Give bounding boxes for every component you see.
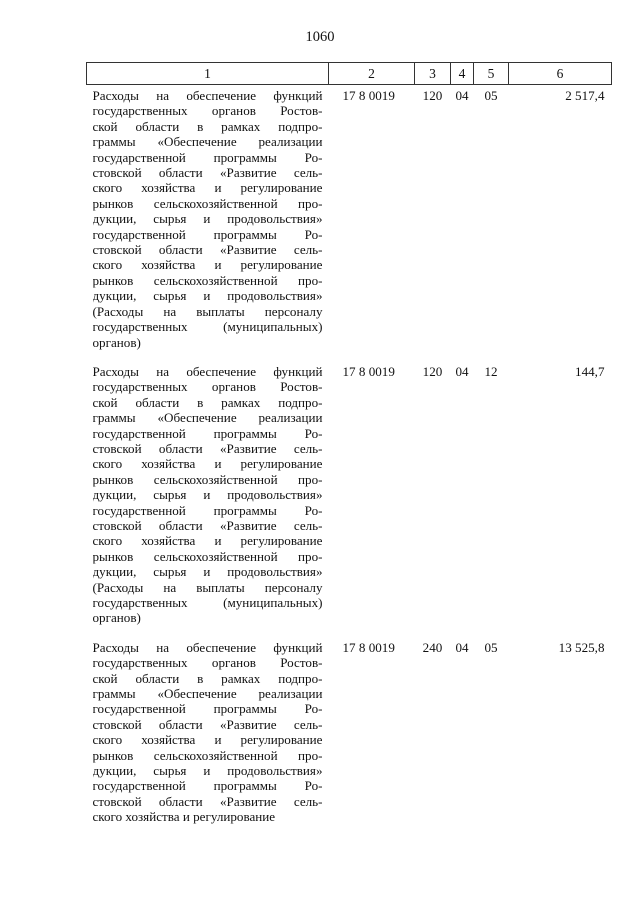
- description-line: дукции, сырья и продовольствия»: [92, 487, 323, 503]
- description-line: ской области в рамках подпро-: [92, 118, 323, 134]
- description-line: государственных органов Ростов-: [92, 103, 323, 119]
- description-line: (Расходы на выплаты персоналу: [92, 579, 323, 595]
- table-header: [87, 63, 612, 85]
- description-line: государственной программы Ро-: [92, 701, 323, 717]
- description-line: рынков сельскохозяйственной про-: [92, 471, 323, 487]
- description-line: дукции, сырья и продовольствия»: [92, 211, 323, 227]
- description-line: ского хозяйства и регулирование: [92, 180, 323, 196]
- description-line: ской области в рамках подпро-: [92, 670, 323, 686]
- description-line: государственной программы Ро-: [92, 502, 323, 518]
- description-line: Расходы на обеспечение функций: [92, 88, 323, 103]
- description-line: Расходы на обеспечение функций: [92, 363, 323, 379]
- expense-type-code: 120: [422, 88, 443, 103]
- description-line: органов): [92, 334, 141, 350]
- description-line: государственной программы Ро-: [92, 425, 323, 441]
- target-article-code: 17 8 0019: [342, 639, 395, 655]
- expense-description: [87, 85, 329, 361]
- header-row: [87, 63, 612, 85]
- description-line: государственной программы Ро-: [92, 149, 323, 165]
- header-col-6: 6: [509, 63, 612, 85]
- table-row: [87, 85, 612, 361]
- description-line: рынков сельскохозяйственной про-: [92, 747, 323, 763]
- table-row: [87, 361, 612, 637]
- description-line: государственной программы Ро-: [92, 778, 323, 794]
- expense-description: [87, 637, 329, 836]
- description-line: государственных (муниципальных): [92, 319, 323, 335]
- description-line: граммы «Обеспечение реализации: [92, 410, 323, 426]
- section-code: 04: [455, 639, 469, 655]
- header-col-5: 5: [474, 63, 509, 85]
- header-col-3: 3: [415, 63, 451, 85]
- description-line: ской области в рамках подпро-: [92, 394, 323, 410]
- subsection-code: 12: [484, 363, 498, 379]
- description-line: дукции, сырья и продовольствия»: [92, 564, 323, 580]
- description-line: ского хозяйства и регулирование: [92, 809, 276, 825]
- description-line: дукции, сырья и продовольствия»: [92, 763, 323, 779]
- expense-description: [87, 361, 329, 637]
- description-line: рынков сельскохозяйственной про-: [92, 195, 323, 211]
- description-line: стовской области «Развитие сель-: [92, 440, 323, 456]
- description-line: стовской области «Развитие сель-: [92, 716, 323, 732]
- header-col-1: 1: [87, 63, 329, 85]
- description-line: рынков сельскохозяйственной про-: [92, 548, 323, 564]
- amount-value: 13 525,8: [558, 639, 605, 655]
- header-col-2: 2: [329, 63, 415, 85]
- expense-type-code: 240: [422, 639, 443, 655]
- description-line: государственных (муниципальных): [92, 595, 323, 610]
- page-number: 1060: [305, 29, 335, 45]
- description-line: стовской области «Развитие сель-: [92, 793, 323, 809]
- amount-value: 2 517,4: [565, 88, 605, 103]
- description-line: ского хозяйства и регулирование: [92, 456, 323, 472]
- description-line: стовской области «Развитие сель-: [92, 242, 323, 258]
- description-line: дукции, сырья и продовольствия»: [92, 288, 323, 304]
- description-line: органов): [92, 610, 141, 626]
- section-code: 04: [455, 88, 469, 103]
- description-line: государственных органов Ростов-: [92, 379, 323, 395]
- description-line: рынков сельскохозяйственной про-: [92, 272, 323, 288]
- description-line: ского хозяйства и регулирование: [92, 732, 323, 748]
- subsection-code: 05: [484, 88, 498, 103]
- section-code: 04: [455, 363, 469, 379]
- description-line: стовской области «Развитие сель-: [92, 165, 323, 181]
- target-article-code: 17 8 0019: [342, 88, 395, 103]
- description-line: (Расходы на выплаты персоналу: [92, 303, 323, 319]
- description-line: ского хозяйства и регулирование: [92, 257, 323, 273]
- amount-value: 144,7: [575, 363, 605, 379]
- subsection-code: 05: [484, 639, 498, 655]
- description-line: граммы «Обеспечение реализации: [92, 134, 323, 150]
- target-article-code: 17 8 0019: [342, 363, 395, 379]
- description-line: граммы «Обеспечение реализации: [92, 686, 323, 702]
- description-line: государственной программы Ро-: [92, 226, 323, 242]
- header-col-4: 4: [451, 63, 474, 85]
- description-line: ского хозяйства и регулирование: [92, 533, 323, 549]
- description-line: Расходы на обеспечение функций: [92, 639, 323, 655]
- expense-type-code: 120: [422, 363, 443, 379]
- description-line: стовской области «Развитие сель-: [92, 517, 323, 533]
- table-row: [87, 637, 612, 836]
- budget-table: [86, 62, 612, 836]
- description-line: государственных органов Ростов-: [92, 655, 323, 671]
- table-body: [87, 85, 612, 836]
